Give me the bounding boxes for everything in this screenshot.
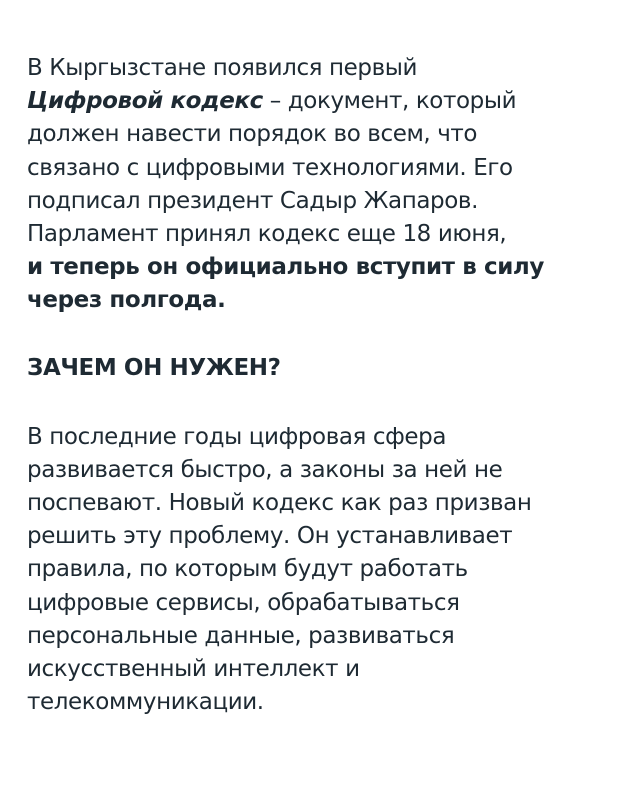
body-paragraph (27, 421, 620, 720)
text-line: подписал президент Садыр Жапаров. (27, 187, 478, 214)
text-line: развивается быстро, а законы за ней не (27, 456, 503, 483)
code-name-emphasis: Цифровой кодекс (27, 88, 263, 115)
text-line-bold: через полгода. (27, 287, 226, 314)
text-line: Парламент принял кодекс еще 18 июня, (27, 221, 507, 248)
text-line: В последние годы цифровая сфера (27, 423, 447, 450)
text-line: решить эту проблему. Он устанавливает (27, 523, 513, 550)
text-line: искусственный интеллект и (27, 656, 360, 683)
intro-paragraph (27, 52, 620, 318)
text-line: должен навести порядок во всем, что (27, 121, 478, 148)
text-line-bold: и теперь он официально вступит в силу (27, 254, 544, 281)
text-fragment: – документ, который (262, 88, 517, 115)
section-heading: ЗАЧЕМ ОН НУЖЕН? (27, 354, 281, 381)
text-line: цифровые сервисы, обрабатываться (27, 589, 460, 616)
text-line: телекоммуникации. (27, 689, 264, 716)
text-line: связано с цифровыми технологиями. Его (27, 154, 513, 181)
text-line: правила, по которым будут работать (27, 556, 468, 583)
text-line: В Кыргызстане появился первый (27, 55, 418, 81)
text-line: поспевают. Новый кодекс как раз призван (27, 490, 532, 517)
text-line (27, 85, 620, 118)
text-line: персональные данные, развиваться (27, 622, 455, 649)
